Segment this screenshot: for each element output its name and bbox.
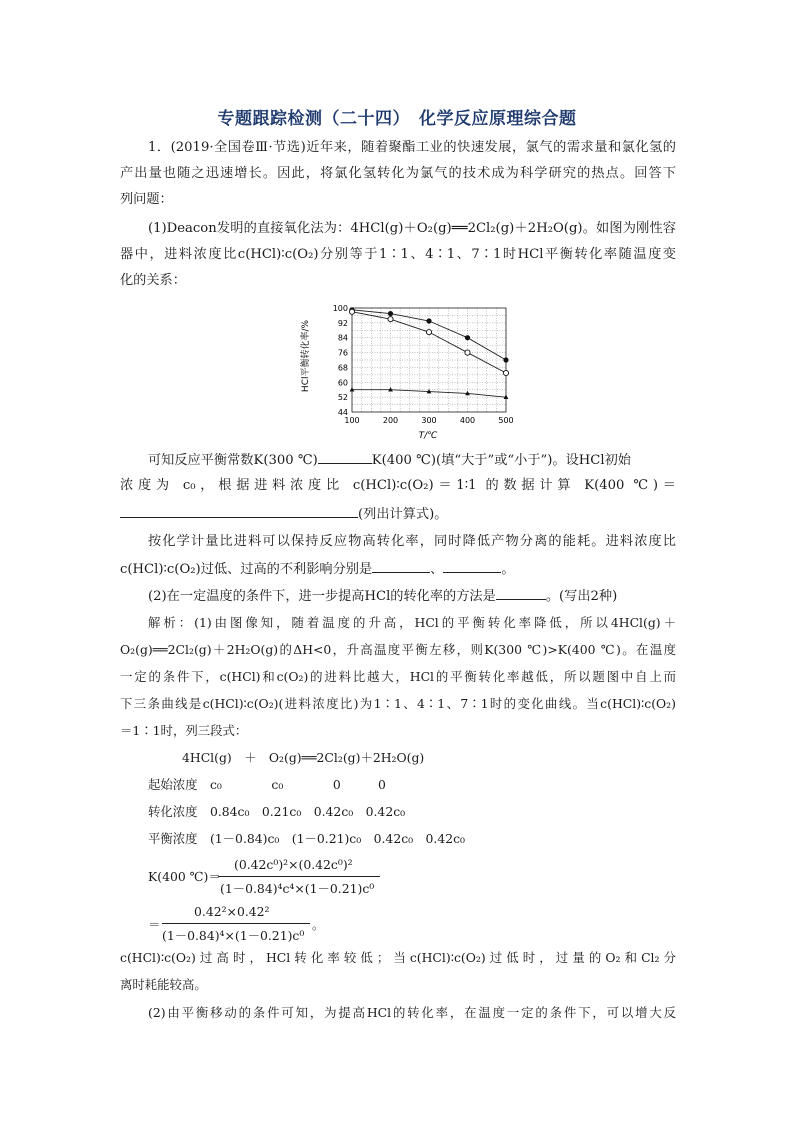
question-1-line-3: 列问题：: [120, 192, 173, 207]
k-expression-numerator: (0.42c⁰)²×(0.42c⁰)²: [234, 857, 353, 872]
y-tick-label: 60: [337, 378, 348, 388]
data-point-filled: [465, 335, 470, 340]
part-1-line-2: 器中，进料浓度比c(HCl)∶c(O₂)分别等于1∶1、4∶1、7∶1时HCl平衡转化率随温度变: [120, 247, 676, 262]
k-question-line-1: [148, 449, 676, 471]
answer-blank-5[interactable]: [496, 585, 546, 600]
x-tick-label: 500: [498, 416, 514, 425]
stoich-text-c: 。: [501, 562, 515, 577]
data-point-filled: [503, 357, 508, 362]
solution-line-5: ＝1∶1时，列三段式：: [120, 723, 248, 738]
chart-ticks: [333, 304, 514, 425]
hcl-conversion-chart: [296, 298, 526, 444]
y-tick-label: 76: [337, 348, 348, 358]
row-initial: 起始浓度 c₀ c₀ 0 0: [148, 777, 386, 792]
y-tick-label: 52: [337, 393, 348, 403]
chart-x-label: T/℃: [418, 431, 438, 441]
solution-line-8: (2)由平衡移动的条件可知，为提高HCl的转化率，在温度一定的条件下，可以增大反: [148, 1005, 676, 1020]
part-2-text-a: (2)在一定温度的条件下，进一步提高HCl的转化率的方法是: [148, 589, 496, 604]
row-equilibrium: 平衡浓度 (1－0.84)c₀ (1－0.21)c₀ 0.42c₀ 0.42c₀: [148, 831, 465, 846]
k2-numerator: 0.42²×0.42²: [194, 904, 270, 919]
y-tick-label: 68: [337, 363, 348, 373]
answer-blank-3[interactable]: [372, 558, 430, 573]
answer-blank-4[interactable]: [443, 558, 501, 573]
k-question-text-b: K(400 ℃)(填“大于”或“小于”)。设HCl初始: [371, 453, 631, 468]
stoich-line-1: 按化学计量比进料可以保持反应物高转化率，同时降低产物分离的能耗。进料浓度比: [148, 534, 676, 549]
equals-sign: ＝: [148, 917, 161, 932]
y-tick-label: 44: [337, 408, 348, 417]
data-point-open: [388, 317, 393, 322]
page-title: 专题跟踪检测（二十四） 化学反应原理综合题: [217, 109, 577, 129]
data-point-open: [503, 370, 508, 375]
part-2-text-b: 。(写出2种): [545, 589, 618, 604]
chart-grid: [352, 308, 506, 412]
stoich-line-2: [120, 558, 676, 580]
part-2-line: [148, 585, 676, 607]
solution-line-1: 解析：(1)由图像知，随着温度的升高，HCl的平衡转化率降低，所以4HCl(g)＋: [148, 615, 676, 630]
row-change: 转化浓度 0.84c₀ 0.21c₀ 0.42c₀ 0.42c₀: [148, 804, 406, 819]
x-tick-label: 100: [344, 416, 360, 425]
data-point-filled: [426, 318, 431, 323]
data-point-open: [426, 330, 431, 335]
data-point-open: [465, 350, 470, 355]
k-question-line-3: [120, 503, 676, 525]
x-tick-label: 300: [421, 416, 437, 425]
k2-denominator: (1－0.84)⁴×(1－0.21)c⁰: [162, 928, 305, 943]
fraction-bar-2: [162, 923, 310, 924]
chart-y-label: HCl平衡转化率/%: [301, 319, 311, 393]
k-question-text-c: (列出计算式)。: [358, 507, 448, 522]
answer-blank-1[interactable]: [318, 449, 372, 464]
fraction-bar-1: [218, 876, 380, 877]
data-point-filled: [388, 311, 393, 316]
k-question-text-a: 可知反应平衡常数K(300 ℃): [148, 453, 318, 468]
k-expression-label: K(400 ℃)＝: [148, 869, 221, 884]
reaction-equation: 4HCl(g) ＋ O₂(g)══2Cl₂(g)＋2H₂O(g): [182, 750, 425, 765]
question-1-line-2: 产出量也随之迅速增长。因此，将氯化氢转化为氯气的技术成为科学研究的热点。回答下: [120, 166, 676, 181]
part-1-line-1: (1)Deacon发明的直接氧化法为：4HCl(g)＋O₂(g)══2Cl₂(g)＋2H₂O(g)。如图为刚性容: [148, 221, 676, 236]
y-tick-label: 100: [332, 304, 348, 313]
solution-line-6: c(HCl)∶c(O₂)过高时，HCl转化率较低；当c(HCl)∶c(O₂)过低时，过量的O₂和Cl₂分: [120, 950, 676, 965]
k2-period: 。: [312, 917, 325, 932]
data-point-open: [349, 309, 354, 314]
answer-blank-2[interactable]: [120, 503, 358, 518]
stoich-text-a: c(HCl)∶c(O₂)过低、过高的不利影响分别是: [120, 562, 373, 577]
stoich-text-b: 、: [430, 562, 444, 577]
question-1-line-1: 1．(2019·全国卷Ⅲ·节选)近年来，随着聚酯工业的快速发展，氯气的需求量和氯化氢的: [148, 140, 676, 155]
k-question-line-2: 浓度为 c₀，根据进料浓度比 c(HCl)∶c(O₂)＝1∶1 的数据计算 K(400 ℃)＝: [120, 478, 676, 493]
x-tick-label: 200: [382, 416, 399, 425]
solution-line-7: 离时耗能较高。: [120, 977, 207, 992]
solution-line-3: 一定的条件下，c(HCl)和c(O₂)的进料比越大，HCl的平衡转化率越低，所以题图中自上而: [120, 669, 676, 684]
solution-line-2: O₂(g)══2Cl₂(g)＋2H₂O(g)的ΔH<0，升高温度平衡左移，则K(300 ℃)>K(400 ℃)。在温度: [120, 642, 676, 657]
k-expression-denominator: (1－0.84)⁴c⁴×(1－0.21)c⁰: [220, 881, 375, 896]
x-tick-label: 400: [459, 416, 476, 425]
part-1-line-3: 化的关系：: [120, 273, 186, 288]
y-tick-label: 92: [337, 318, 348, 328]
solution-line-4: 下三条曲线是c(HCl)∶c(O₂)(进料浓度比)为1∶1、4∶1、7∶1时的变化曲线。当c(HCl)∶c(O₂): [120, 696, 676, 711]
y-tick-label: 84: [337, 333, 348, 343]
